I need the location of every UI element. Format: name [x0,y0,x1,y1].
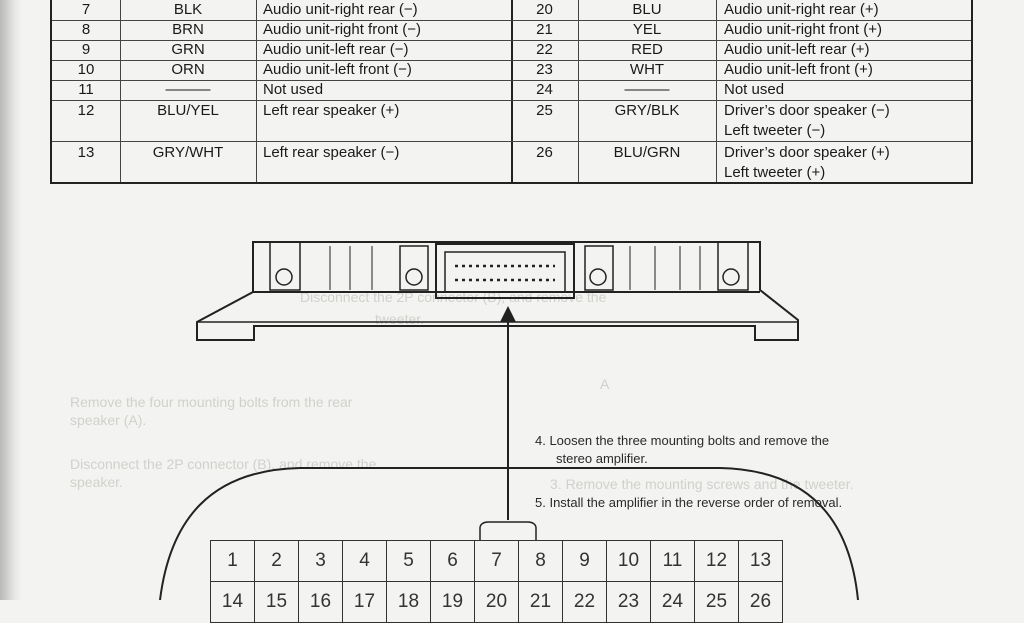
instruction-step-4: 4. Loosen the three mounting bolts and remove the [535,433,830,448]
mounting-tab [718,242,748,290]
wire-color: BLU/GRN [613,144,681,161]
connector-latch [480,522,536,540]
pin-cell: 23 [607,582,651,623]
bleed-text-a: Disconnect the 2P connector (B), and remove the [300,289,607,305]
wire-color: GRN [171,41,205,58]
pin-cell: 21 [519,582,563,623]
bleed-text-c: Remove the four mounting bolts from the rear [70,394,353,410]
wire-color: BLK [173,1,203,18]
pin-cell: 5 [387,541,431,582]
wire-color: ORN [171,61,205,78]
pin-cell: 20 [475,582,519,623]
mounting-hole [590,269,606,285]
terminal-description: Driver’s door speaker (−) [724,102,890,119]
bleed-text-f: speaker. [70,474,123,490]
terminal-description: Audio unit-right front (−) [263,21,421,38]
pin-cell: 8 [519,541,563,582]
pin-cell: 12 [695,541,739,582]
pin-row [211,541,783,582]
terminal-number: 26 [536,144,553,161]
pin-cell: 17 [343,582,387,623]
terminal-number: 22 [536,41,553,58]
wire-color: GRY/WHT [152,144,224,161]
pin-cell: 2 [255,541,299,582]
terminal-number: 11 [78,81,94,98]
terminal-description-line2: Left tweeter (+) [724,164,826,181]
wire-color: BRN [172,21,204,38]
pin-cell: 22 [563,582,607,623]
mounting-tab [585,246,613,290]
pin-cell: 10 [607,541,651,582]
terminal-description: Audio unit-right front (+) [724,21,882,38]
terminal-number: 9 [81,41,91,58]
terminal-number: 24 [536,81,553,98]
mounting-tab [270,242,300,290]
pin-cell: 25 [695,582,739,623]
terminal-number: 8 [81,21,91,38]
terminal-number: 13 [77,144,95,161]
terminal-number: 7 [81,1,91,18]
mounting-tab [400,246,428,290]
wire-color: ——— [624,81,670,98]
pin-cell: 3 [299,541,343,582]
terminal-description-line2: Left tweeter (−) [724,122,826,139]
pin-cell: 11 [651,541,695,582]
bleed-label-a: A [600,376,610,392]
bleed-text-b: tweeter. [375,311,425,327]
mounting-hole [723,269,739,285]
mounting-hole [276,269,292,285]
wire-color: RED [631,41,663,58]
pin-cell: 1 [211,541,255,582]
pin-cell: 26 [739,582,783,623]
terminal-description: Not used [263,81,324,98]
pin-cell: 19 [431,582,475,623]
pointer-arrowhead [500,306,516,322]
terminal-number: 20 [536,1,553,18]
terminal-number: 21 [536,21,553,38]
terminal-description: Driver’s door speaker (+) [724,144,890,161]
terminal-number: 12 [77,102,95,119]
terminal-description: Not used [724,81,785,98]
terminal-description: Audio unit-left rear (+) [724,41,870,58]
terminal-description: Audio unit-right rear (−) [263,1,418,18]
pin-cell: 15 [255,582,299,623]
pin-cell: 24 [651,582,695,623]
bleed-text-d: speaker (A). [70,412,147,428]
terminal-description: Audio unit-right rear (+) [724,1,879,18]
wire-color: YEL [632,21,662,38]
terminal-number: 25 [536,102,553,119]
wire-color: BLU [632,1,662,18]
terminal-description: Left rear speaker (+) [263,102,400,119]
pin-cell: 9 [563,541,607,582]
terminal-description: Audio unit-left front (−) [263,61,412,78]
wire-color: ——— [165,81,211,98]
pin-cell: 16 [299,582,343,623]
wire-color: BLU/YEL [157,102,219,119]
connector-pin-grid [210,540,783,623]
pin-cell: 14 [211,582,255,623]
pin-cell: 7 [475,541,519,582]
pin-cell: 6 [431,541,475,582]
bleed-text-e: Disconnect the 2P connector (B), and remove the [70,456,377,472]
instruction-step-4-continued: stereo amplifier. [556,451,648,466]
wire-color: WHT [629,61,665,78]
terminal-description: Left rear speaker (−) [263,144,400,161]
bleed-text-g: 3. Remove the mounting screws and the tweeter. [550,476,854,492]
terminal-number: 10 [77,61,95,78]
pin-cell: 4 [343,541,387,582]
pin-row [211,582,783,623]
terminal-number: 23 [536,61,553,78]
instruction-step-5: 5. Install the amplifier in the reverse order of removal. [535,495,843,510]
terminal-description: Audio unit-left rear (−) [263,41,409,58]
pin-cell: 13 [739,541,783,582]
amplifier-connector-face [445,252,565,292]
pin-cell: 18 [387,582,431,623]
wire-color: GRY/BLK [614,102,680,119]
mounting-hole [406,269,422,285]
terminal-description: Audio unit-left front (+) [724,61,873,78]
